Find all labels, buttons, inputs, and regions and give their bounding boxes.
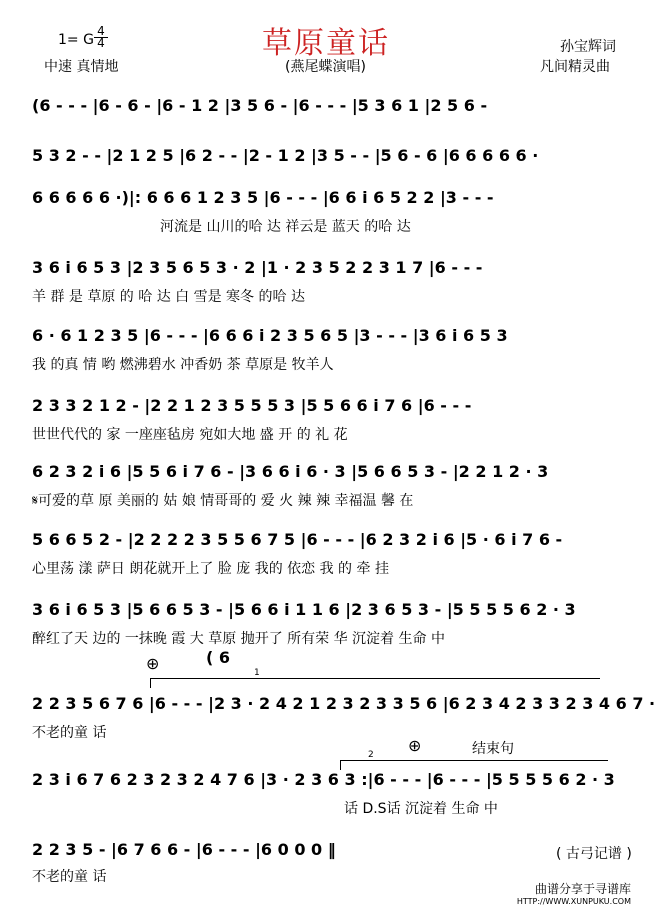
coda-icon: ⊕ bbox=[146, 654, 160, 673]
singer-credit: (燕尾蝶演唱) bbox=[285, 59, 366, 75]
ending-label: 结束句 bbox=[472, 741, 514, 757]
footer-share: 曲谱分享于寻谱库 bbox=[534, 882, 631, 896]
footer-url[interactable]: HTTP://WWW.XUNPUKU.COM bbox=[516, 897, 631, 906]
volta-2-bracket-start bbox=[340, 760, 341, 770]
score-line-11-notes: 2 3 i 6 7 6 2 3 2 3 2 4 7 6 |3 · 2 3 6 3 :|6 - - - |6 - - - |5 5 5 5 6 2 · 3 bbox=[32, 770, 615, 789]
score-line-4-notes: 3 6 i 6 5 3 |2 3 5 6 5 3 · 2 |1 · 2 3 5 2 2 3 1 7 |6 - - - bbox=[32, 258, 483, 277]
score-line-7-lyrics: 𝄋可爱的草 原 美丽的 姑 娘 情哥哥的 爱 火 辣 辣 幸福温 馨 在 bbox=[32, 493, 414, 509]
score-line-3-lyrics: 河流是 山川的哈 达 祥云是 蓝天 的哈 达 bbox=[160, 219, 411, 235]
volta-1-bracket-start bbox=[150, 678, 151, 688]
score-line-6-notes: 2 3 3 2 1 2 - |2 2 1 2 3 5 5 5 3 |5 5 6 6 i 7 6 |6 - - - bbox=[32, 396, 472, 415]
score-line-12-notes: 2 2 3 5 - |6 7 6 6 - |6 - - - |6 0 0 0 ‖ bbox=[32, 840, 336, 859]
score-line-5-notes: 6 · 6 1 2 3 5 |6 - - - |6 6 6 i 2 3 5 6 5 |3 - - - |3 6 i 6 5 3 bbox=[32, 326, 508, 345]
coda-icon-2: ⊕ bbox=[408, 736, 422, 755]
score-line-9-lyrics: 醉红了天 边的 一抹晚 霞 大 草原 抛开了 所有荣 华 沉淀着 生命 中 bbox=[32, 631, 445, 647]
time-numerator: 4 bbox=[94, 26, 108, 38]
score-line-10-notes: 2 2 3 5 6 7 6 |6 - - - |2 3 · 2 4 2 1 2 3 2 3 3 5 6 |6 2 3 4 2 3 3 2 3 4 6 7 · bbox=[32, 694, 656, 713]
score-line-8-lyrics: 心里荡 漾 萨日 朗花就开上了 脸 庞 我的 依恋 我 的 牵 挂 bbox=[32, 561, 389, 577]
volta-2-bracket bbox=[340, 760, 608, 761]
score-line-11-lyrics: 话 D.S话 沉淀着 生命 中 bbox=[344, 801, 498, 817]
score-line-7-notes: 6 2 3 2 i 6 |5 5 6 i 7 6 - |3 6 6 i 6 · 3 |5 6 6 5 3 - |2 2 1 2 · 3 bbox=[32, 462, 549, 481]
score-line-5-lyrics: 我 的真 情 哟 燃沸碧水 冲香奶 茶 草原是 牧羊人 bbox=[32, 357, 334, 373]
composer-credit: 凡间精灵曲 bbox=[540, 59, 610, 75]
score-line-1-notes: (6 - - - |6 - 6 - |6 - 1 2 |3 5 6 - |6 - - - |5 3 6 1 |2 5 6 - bbox=[32, 96, 488, 115]
score-line-3-notes: 6 6 6 6 6 ·)|: 6 6 6 1 2 3 5 |6 - - - |6 6 i 6 5 2 2 |3 - - - bbox=[32, 188, 494, 207]
score-line-2-notes: 5 3 2 - - |2 1 2 5 |6 2 - - |2 - 1 2 |3 5 - - |5 6 - 6 |6 6 6 6 6 · bbox=[32, 146, 539, 165]
score-line-4-lyrics: 羊 群 是 草原 的 哈 达 白 雪是 寒冬 的哈 达 bbox=[32, 289, 305, 305]
time-denominator: 4 bbox=[97, 36, 105, 50]
score-line-9-notes: 3 6 i 6 5 3 |5 6 6 5 3 - |5 6 6 i 1 1 6 |2 3 6 5 3 - |5 5 5 5 6 2 · 3 bbox=[32, 600, 576, 619]
tempo-marking: 中速 真情地 bbox=[44, 59, 119, 75]
volta-1-bracket bbox=[150, 678, 600, 679]
score-line-12-lyrics: 不老的童 话 bbox=[32, 869, 107, 885]
volta-2-number: 2 bbox=[368, 750, 374, 760]
ending-note: ( 6 bbox=[206, 648, 231, 667]
lyricist-credit: 孙宝辉词 bbox=[560, 39, 616, 55]
key-signature: 1= G bbox=[58, 32, 94, 48]
time-signature bbox=[94, 26, 108, 49]
score-line-8-notes: 5 6 6 5 2 - |2 2 2 2 3 5 5 6 7 5 |6 - - - |6 2 3 2 i 6 |5 · 6 i 7 6 - bbox=[32, 530, 563, 549]
score-line-10-lyrics: 不老的童 话 bbox=[32, 725, 107, 741]
transcriber-credit: ( 古弓记谱 ) bbox=[556, 846, 632, 862]
score-line-6-lyrics: 世世代代的 家 一座座毡房 宛如大地 盛 开 的 礼 花 bbox=[32, 427, 348, 443]
footer bbox=[517, 880, 631, 906]
volta-1-number: 1 bbox=[254, 668, 260, 678]
song-title: 草原童话 bbox=[262, 26, 390, 61]
